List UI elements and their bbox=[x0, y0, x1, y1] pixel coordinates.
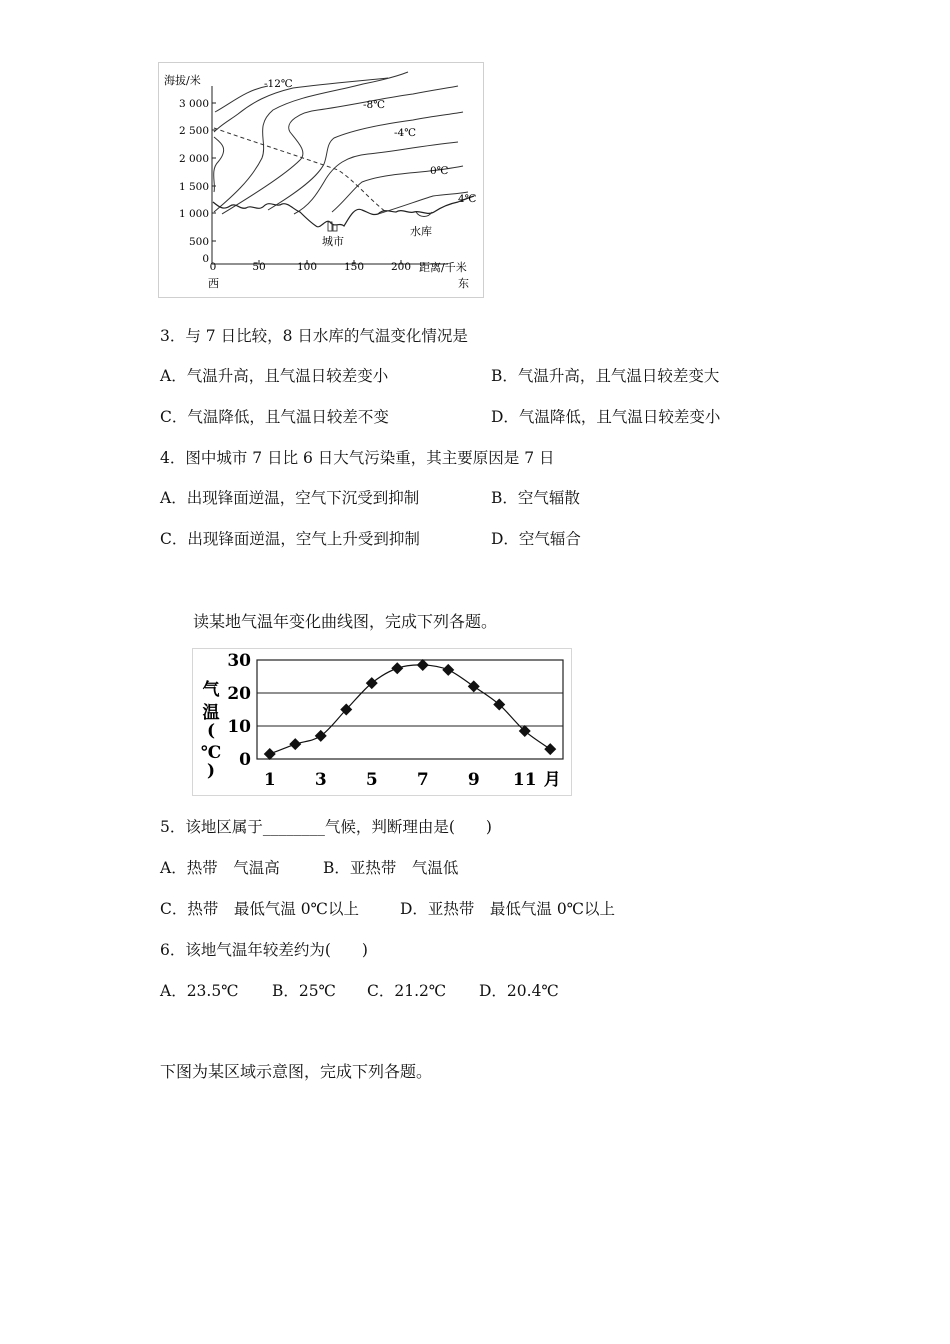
east-label: 东 bbox=[458, 277, 469, 290]
section-intro-temperature: 读某地气温年变化曲线图，完成下列各题。 bbox=[193, 612, 498, 631]
question-4-option-b[interactable]: B．空气辐散 bbox=[491, 489, 580, 507]
y-tick-label: 30 bbox=[227, 651, 251, 671]
x-tick-label: 7 bbox=[416, 770, 429, 790]
question-5-stem: 5．该地区属于________气候，判断理由是( ) bbox=[160, 818, 492, 836]
y-tick-label: 20 bbox=[227, 684, 251, 704]
isotherm-label: 4℃ bbox=[458, 193, 477, 205]
y-tick-label: 2 000 bbox=[178, 153, 209, 165]
y-tick-label: 3 000 bbox=[178, 98, 209, 110]
isotherm-cross-section-figure bbox=[158, 62, 484, 298]
x-axis-unit-label: 月 bbox=[543, 770, 561, 790]
x-tick-label: 200 bbox=[390, 261, 412, 273]
x-axis-label: 距离/千米 bbox=[419, 261, 467, 274]
y-tick-label: 0 bbox=[202, 253, 209, 265]
question-6-option-a[interactable]: A．23.5℃ bbox=[160, 982, 239, 1000]
x-tick-label: 150 bbox=[343, 261, 365, 273]
y-tick-label: 1 500 bbox=[178, 181, 209, 193]
question-6-option-d[interactable]: D．20.4℃ bbox=[479, 982, 559, 1000]
question-5-option-d[interactable]: D．亚热带 最低气温 0℃以上 bbox=[400, 900, 616, 918]
reservoir-label: 水库 bbox=[410, 225, 432, 238]
x-tick-label: 3 bbox=[314, 770, 327, 790]
x-tick-label: 11 bbox=[512, 770, 537, 790]
question-3-option-d[interactable]: D．气温降低，且气温日较差变小 bbox=[491, 408, 721, 426]
question-5-option-b[interactable]: B．亚热带 气温低 bbox=[323, 859, 459, 877]
y-axis-label-char: 气 bbox=[202, 680, 220, 700]
y-tick-label: 500 bbox=[188, 236, 209, 248]
question-3-option-c[interactable]: C．气温降低，且气温日较差不变 bbox=[160, 408, 389, 426]
x-tick-label: 100 bbox=[296, 261, 318, 273]
question-6-option-b[interactable]: B．25℃ bbox=[272, 982, 336, 1000]
y-axis-label-char: ℃ bbox=[200, 743, 222, 763]
y-tick-label: 2 500 bbox=[178, 125, 209, 137]
y-axis-label-char: ) bbox=[206, 761, 216, 781]
y-tick-label: 0 bbox=[239, 750, 251, 770]
question-4-stem: 4．图中城市 7 日比 6 日大气污染重，其主要原因是 7 日 bbox=[160, 449, 555, 467]
city-label: 城市 bbox=[322, 235, 344, 248]
question-4-option-a[interactable]: A．出现锋面逆温，空气下沉受到抑制 bbox=[160, 489, 420, 507]
x-tick-label: 9 bbox=[467, 770, 480, 790]
isotherm-label: -12℃ bbox=[264, 78, 293, 90]
y-axis-label-char: 温 bbox=[202, 703, 220, 723]
temperature-chart bbox=[192, 648, 572, 796]
y-axis-label-char: ( bbox=[206, 721, 216, 741]
west-label: 西 bbox=[208, 277, 219, 290]
question-6-stem: 6．该地气温年较差约为( ) bbox=[160, 941, 368, 959]
section-intro-region-map: 下图为某区域示意图，完成下列各题。 bbox=[160, 1062, 433, 1081]
isotherm-label: -4℃ bbox=[394, 127, 416, 139]
isotherm-label: 0℃ bbox=[430, 165, 449, 177]
question-6-option-c[interactable]: C．21.2℃ bbox=[367, 982, 447, 1000]
x-tick-label: 0 bbox=[209, 261, 217, 273]
question-4-option-c[interactable]: C．出现锋面逆温，空气上升受到抑制 bbox=[160, 530, 420, 548]
question-3-option-b[interactable]: B．气温升高，且气温日较差变大 bbox=[491, 367, 720, 385]
y-tick-label: 10 bbox=[227, 717, 251, 737]
question-5-option-c[interactable]: C．热带 最低气温 0℃以上 bbox=[160, 900, 359, 918]
question-3-stem: 3．与 7 日比较，8 日水库的气温变化情况是 bbox=[160, 327, 468, 345]
y-axis-label: 海拔/米 bbox=[164, 74, 201, 87]
x-tick-label: 50 bbox=[252, 261, 266, 273]
question-3-option-a[interactable]: A．气温升高，且气温日较差变小 bbox=[160, 367, 389, 385]
question-5-option-a[interactable]: A．热带 气温高 bbox=[160, 859, 280, 877]
x-tick-label: 5 bbox=[365, 770, 378, 790]
isotherm-label: -8℃ bbox=[363, 99, 385, 111]
x-tick-label: 1 bbox=[263, 770, 276, 790]
question-4-option-d[interactable]: D．空气辐合 bbox=[491, 530, 581, 548]
y-tick-label: 1 000 bbox=[178, 208, 209, 220]
